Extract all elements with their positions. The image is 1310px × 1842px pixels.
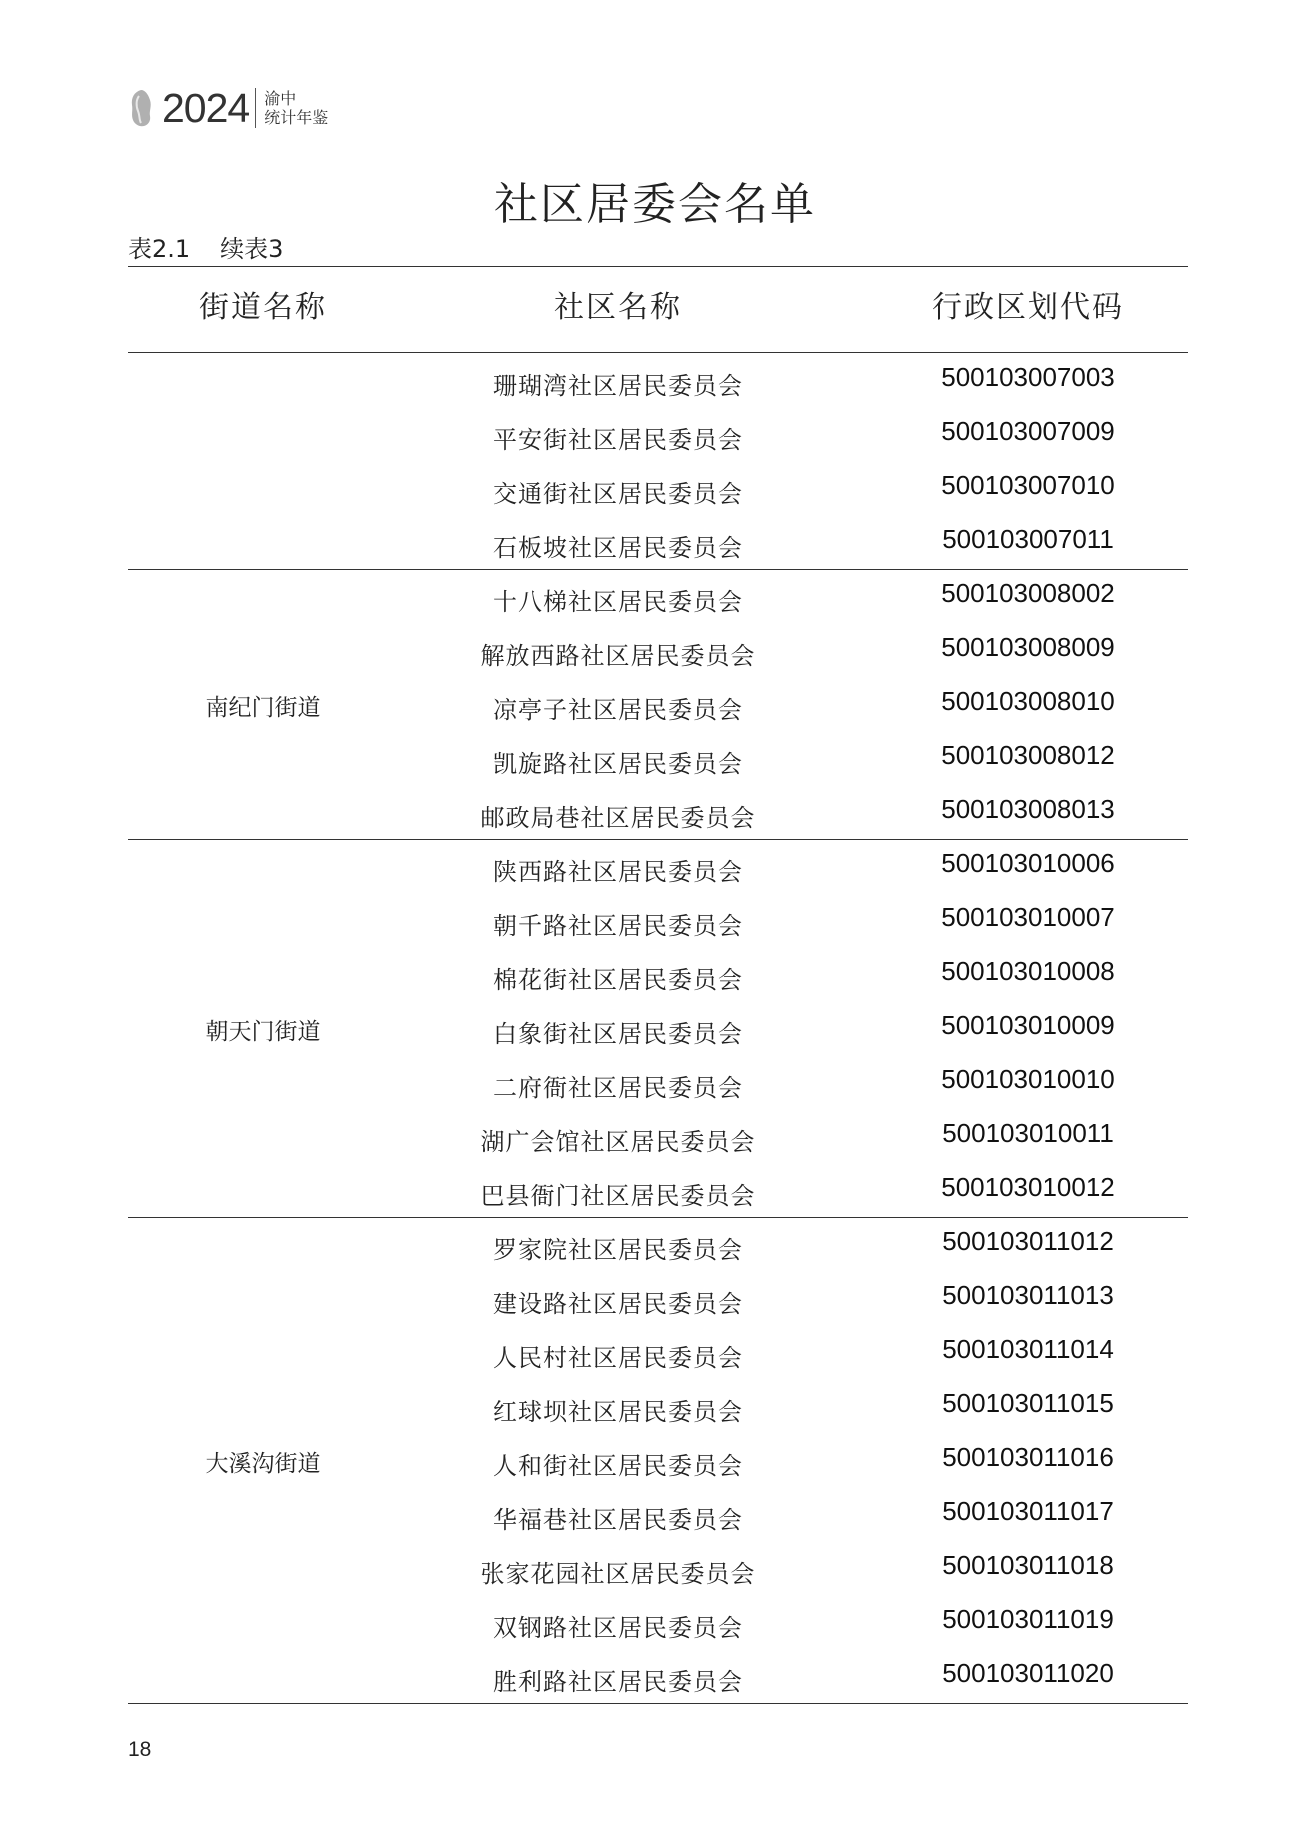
admin-code: 500103010012 — [941, 1172, 1115, 1202]
table-row — [128, 894, 1188, 948]
community-name: 胜利路社区居民委员会 — [493, 1668, 743, 1696]
table-row — [128, 1164, 1188, 1218]
admin-code: 500103011020 — [942, 1658, 1114, 1688]
table-row — [128, 1650, 1188, 1704]
community-name: 二府衙社区居民委员会 — [493, 1074, 743, 1102]
admin-code: 500103008010 — [941, 686, 1115, 716]
community-name: 双钢路社区居民委员会 — [493, 1614, 743, 1642]
table-row — [128, 516, 1188, 570]
page-title: 社区居委会名单 — [494, 179, 816, 230]
table-row — [128, 408, 1188, 462]
yearbook-name-line1: 渝中 — [264, 89, 297, 108]
table-row — [128, 354, 1188, 408]
yearbook-name — [264, 89, 328, 127]
community-name: 建设路社区居民委员会 — [493, 1290, 743, 1318]
community-name: 湖广会馆社区居民委员会 — [480, 1128, 756, 1156]
admin-code: 500103007003 — [941, 362, 1115, 392]
table-row — [128, 624, 1188, 678]
table-continuation: 续表3 — [220, 235, 284, 263]
admin-code: 500103011019 — [942, 1604, 1114, 1634]
admin-code: 500103010008 — [941, 956, 1115, 986]
street-group — [128, 354, 1188, 570]
admin-code: 500103007010 — [941, 470, 1115, 500]
admin-code: 500103008009 — [941, 632, 1115, 662]
community-name: 白象街社区居民委员会 — [493, 1020, 743, 1048]
street-name: 朝天门街道 — [205, 1019, 321, 1045]
community-name: 华福巷社区居民委员会 — [493, 1506, 743, 1534]
admin-code: 500103008002 — [941, 578, 1115, 608]
community-name: 平安街社区居民委员会 — [493, 426, 743, 454]
table-row — [128, 570, 1188, 624]
admin-code: 500103010010 — [941, 1064, 1115, 1094]
admin-code: 500103010007 — [941, 902, 1115, 932]
table-row — [128, 732, 1188, 786]
community-name: 张家花园社区居民委员会 — [480, 1560, 756, 1588]
table-number: 表2.1 — [128, 235, 191, 263]
community-name: 人和街社区居民委员会 — [493, 1452, 743, 1480]
admin-code: 500103010011 — [942, 1118, 1114, 1148]
street-name: 南纪门街道 — [205, 695, 321, 721]
admin-code: 500103011012 — [942, 1226, 1114, 1256]
table-row — [128, 1434, 1188, 1488]
community-name: 棉花街社区居民委员会 — [493, 966, 743, 994]
admin-code: 500103011017 — [942, 1496, 1114, 1526]
yearbook-year: 2024 — [162, 84, 250, 131]
table-row — [128, 1380, 1188, 1434]
admin-code: 500103008012 — [941, 740, 1115, 770]
table-top-rule — [128, 266, 1188, 267]
community-name: 巴县衙门社区居民委员会 — [480, 1182, 756, 1210]
admin-code: 500103010006 — [941, 848, 1115, 878]
community-name: 红球坝社区居民委员会 — [493, 1398, 743, 1426]
street-group — [128, 840, 1188, 1218]
group-separator — [128, 1703, 1188, 1704]
admin-code: 500103011015 — [942, 1388, 1114, 1418]
community-name: 珊瑚湾社区居民委员会 — [493, 372, 743, 400]
table-row — [128, 840, 1188, 894]
admin-code: 500103011018 — [942, 1550, 1114, 1580]
street-group — [128, 570, 1188, 840]
table-row — [128, 678, 1188, 732]
admin-code: 500103010009 — [941, 1010, 1115, 1040]
header-code: 行政区划代码 — [932, 290, 1124, 325]
table-row — [128, 1110, 1188, 1164]
community-name: 陕西路社区居民委员会 — [493, 858, 743, 886]
street-group — [128, 1218, 1188, 1704]
header-street: 街道名称 — [199, 290, 327, 325]
table-row — [128, 1218, 1188, 1272]
community-name: 人民村社区居民委员会 — [493, 1344, 743, 1372]
community-name: 邮政局巷社区居民委员会 — [480, 804, 756, 832]
table-row — [128, 1056, 1188, 1110]
table-row — [128, 786, 1188, 840]
table-row — [128, 948, 1188, 1002]
street-name: 大溪沟街道 — [205, 1451, 321, 1477]
header-divider — [255, 88, 256, 128]
community-name: 凉亭子社区居民委员会 — [493, 696, 743, 724]
table-header-rule — [128, 352, 1188, 353]
community-name: 朝千路社区居民委员会 — [493, 912, 743, 940]
community-name: 石板坡社区居民委员会 — [493, 534, 743, 562]
admin-code: 500103011013 — [942, 1280, 1114, 1310]
yearbook-header — [128, 84, 328, 132]
table-row — [128, 1272, 1188, 1326]
table-row — [128, 1326, 1188, 1380]
table-row — [128, 1542, 1188, 1596]
table-row — [128, 1488, 1188, 1542]
community-name: 十八梯社区居民委员会 — [493, 588, 743, 616]
yearbook-name-line2: 统计年鉴 — [264, 108, 329, 127]
table-row — [128, 1002, 1188, 1056]
admin-code: 500103008013 — [941, 794, 1115, 824]
admin-code: 500103011016 — [942, 1442, 1114, 1472]
page-number: 18 — [128, 1738, 152, 1761]
header-community: 社区名称 — [554, 290, 682, 325]
community-name: 凯旋路社区居民委员会 — [493, 750, 743, 778]
admin-code: 500103011014 — [942, 1334, 1114, 1364]
community-name: 交通街社区居民委员会 — [493, 480, 743, 508]
table-row — [128, 1596, 1188, 1650]
admin-code: 500103007009 — [941, 416, 1115, 446]
table-row — [128, 462, 1188, 516]
admin-code: 500103007011 — [942, 524, 1114, 554]
community-name: 解放西路社区居民委员会 — [480, 642, 756, 670]
community-name: 罗家院社区居民委员会 — [493, 1236, 743, 1264]
yearbook-logo-icon — [128, 88, 154, 128]
table-caption — [128, 229, 283, 264]
